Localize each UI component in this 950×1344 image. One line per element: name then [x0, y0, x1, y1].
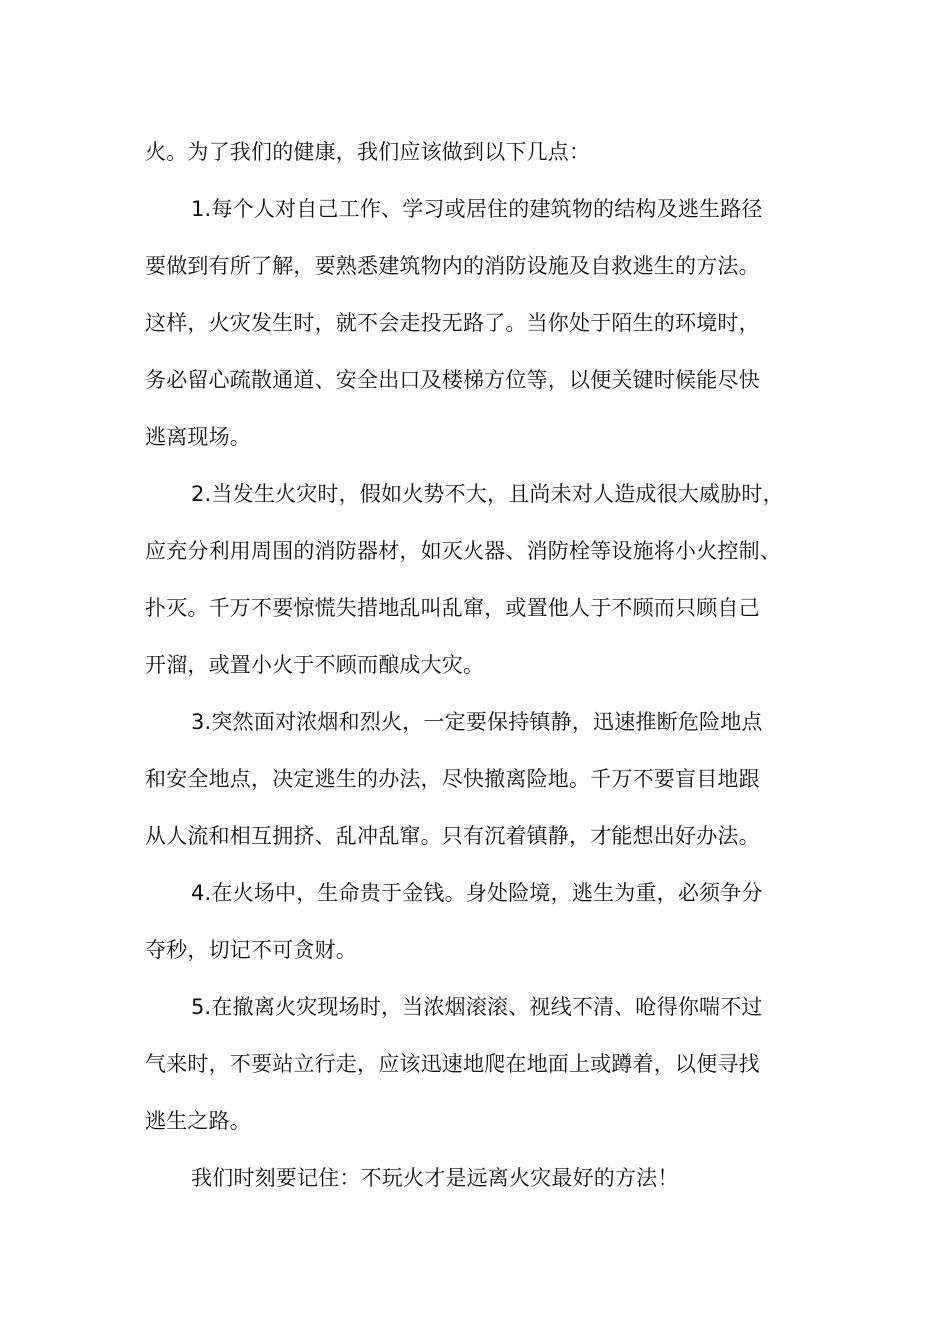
- text-line: 和安全地点，决定逃生的办法，尽快撤离险地。千万不要盲目地跟: [145, 767, 760, 791]
- text-line-conclusion: 我们时刻要记住：不玩火才是远离火灾最好的方法！: [191, 1166, 679, 1190]
- text-line: 扑灭。千万不要惊慌失措地乱叫乱窜，或置他人于不顾而只顾自己: [145, 596, 760, 620]
- text-line: 逃离现场。: [145, 425, 251, 449]
- text-line-point-5: 5.在撤离火灾现场时，当浓烟滚滚、视线不清、呛得你喘不过: [191, 995, 763, 1019]
- text-line: 应充分利用周围的消防器材，如灭火器、消防栓等设施将小火控制、: [145, 539, 781, 563]
- text-line-intro: 火。为了我们的健康，我们应该做到以下几点：: [145, 140, 591, 164]
- text-line: 气来时，不要站立行走，应该迅速地爬在地面上或蹲着，以便寻找: [145, 1052, 760, 1076]
- text-line: 从人流和相互拥挤、乱冲乱窜。只有沉着镇静，才能想出好办法。: [145, 824, 760, 848]
- text-line: 夺秒，切记不可贪财。: [145, 938, 357, 962]
- text-line-point-2: 2.当发生火灾时，假如火势不大，且尚未对人造成很大威胁时，: [191, 482, 784, 506]
- text-line: 这样，火灾发生时，就不会走投无路了。当你处于陌生的环境时，: [145, 311, 760, 335]
- text-line: 逃生之路。: [145, 1109, 251, 1133]
- text-line: 要做到有所了解，要熟悉建筑物内的消防设施及自救逃生的方法。: [145, 254, 760, 278]
- text-line: 开溜，或置小火于不顾而酿成大灾。: [145, 653, 485, 677]
- text-line: 务必留心疏散通道、安全出口及楼梯方位等，以便关键时候能尽快: [145, 368, 760, 392]
- text-line-point-3: 3.突然面对浓烟和烈火，一定要保持镇静，迅速推断危险地点: [191, 710, 763, 734]
- text-line-point-4: 4.在火场中，生命贵于金钱。身处险境，逃生为重，必须争分: [191, 881, 763, 905]
- text-line-point-1: 1.每个人对自己工作、学习或居住的建筑物的结构及逃生路径: [191, 197, 763, 221]
- document-body: [145, 124, 810, 1207]
